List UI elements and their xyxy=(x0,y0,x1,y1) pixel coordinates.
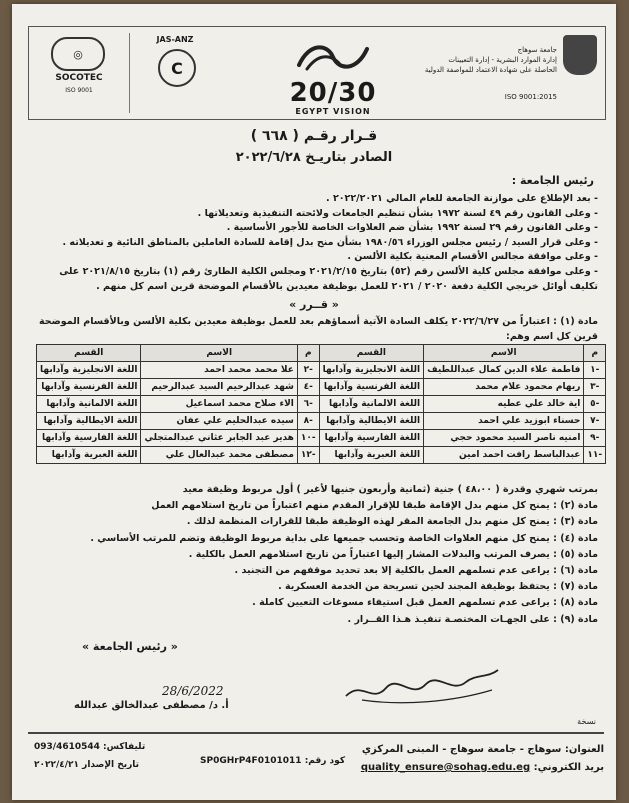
table-row xyxy=(37,362,606,379)
intro-heading: رئيس الجامعة : xyxy=(511,174,594,187)
vision-swirl-icon xyxy=(293,39,373,75)
socotec-certificate-logo xyxy=(37,33,121,113)
university-block xyxy=(413,33,599,113)
department: اللغة الايطالية وآدابها xyxy=(37,413,141,430)
col-name: الاسم xyxy=(424,345,584,362)
article: مادة (٤) : يمنح كل منهم العلاوات الخاصة وتحسب جميعها على بداية مربوط الوظيفة وتضم للمرتب الأساسي . xyxy=(90,532,598,544)
row-number: -٦ xyxy=(297,396,319,413)
footer-issue-date: تاريخ الإصدار ٢٠٢٢/٤/٢١ xyxy=(34,760,140,770)
clause: - وعلى القانون رقم ٢٩ لسنة ١٩٩٢ بشأن ضم العلاوات الخاصة للأجور الأساسية . xyxy=(226,222,598,234)
code-label: كود رقم: xyxy=(304,756,346,766)
clause: - وعلى قرار السيد / رئيس مجلس الوزراء ١٩٨٠/٥٦ بشأن منح بدل إقامة للسادة العاملين بالمناطق النائية و تعديلاته . xyxy=(62,236,598,248)
vision-caption: EGYPT VISION xyxy=(295,107,371,116)
article: مادة (٩) : على الجهـات المختصـة تنفيـذ هـذا القــرار . xyxy=(347,613,598,625)
article: مادة (٧) : يحتفظ بوظيفة المجند لحين تسريحة من الخدمة العسكرية . xyxy=(278,581,598,593)
copy-label: نسخة xyxy=(577,717,596,726)
university-iso: ISO 9001:2015 xyxy=(504,93,557,101)
decree-document xyxy=(12,4,616,800)
footer-email-line xyxy=(361,762,604,773)
preamble-clauses xyxy=(32,192,598,294)
salary-line: بمرتب شهري وقدرة ( ٤٨،٠٠ ) جنية (ثمانية وأربعون جنيها لأغير ) أول مربوط وظيفة معيد xyxy=(182,484,598,495)
col-dept: القسم xyxy=(319,345,423,362)
appointee-name: سيده عبدالحليم علي عفان xyxy=(141,413,297,430)
row-number: -٨ xyxy=(297,413,319,430)
code-value: SP0GHrP4F0101011 xyxy=(200,756,302,766)
row-number: -٣ xyxy=(584,379,606,396)
handwritten-date: 28/6/2022 xyxy=(162,684,224,698)
article-1 xyxy=(32,314,598,344)
clause: - وعلى موافقة مجلس كلية الألسن رقم (٥٢) بتاريخ ٢٠٢١/٢/١٥ ومجلس الكلية الطارئ رقم (١) بتاريخ ٢٠٢١/٨/١٥ على xyxy=(59,265,598,277)
university-crest-icon xyxy=(563,35,597,75)
signatory-name: أ. د/ مصطفى عبدالخالق عبدالله xyxy=(74,700,229,711)
article: مادة (٨) : يراعى عدم تسلمهم العمل قبل استيفاء مسوغات التعيين كاملة . xyxy=(252,597,598,609)
department: اللغة الالمانية وآدابها xyxy=(37,396,141,413)
articles-block xyxy=(32,482,598,628)
table-row xyxy=(37,430,606,447)
department: اللغة الانجليزية وآدابها xyxy=(319,362,423,379)
row-number: -١٢ xyxy=(297,447,319,464)
vision-year: 20/30 xyxy=(289,78,377,108)
row-number: -٢ xyxy=(297,362,319,379)
footer xyxy=(28,732,604,790)
department: اللغة العبرية وآدابها xyxy=(319,447,423,464)
col-num: م xyxy=(584,345,606,362)
appointee-name: الاء صلاح محمد اسماعيل xyxy=(141,396,297,413)
table-row xyxy=(37,379,606,396)
clause: - بعد الإطلاع على موازنة الجامعة للعام المالي ٢٠٢٢/٢٠٢١ . xyxy=(326,193,598,204)
row-number: -٧ xyxy=(584,413,606,430)
appointees-table xyxy=(36,344,606,464)
jas-anz-mark-icon: C xyxy=(158,49,196,87)
socotec-ring-icon: ◎ xyxy=(51,37,105,71)
egypt-vision-logo xyxy=(273,33,393,116)
department: اللغة الانجليزية وآدابها xyxy=(37,362,141,379)
department: اللغة العبرية وآدابها xyxy=(37,447,141,464)
department: اللغة الفارسية وآدابها xyxy=(319,430,423,447)
university-line: إدارة الموارد البشرية - إدارة التعيينات xyxy=(448,56,557,64)
table-header-row xyxy=(37,345,606,362)
row-number: -١٠ xyxy=(297,430,319,447)
clause: - وعلى موافقة مجالس الأقسام المعنية بكلية الألسن . xyxy=(347,251,598,263)
col-dept: القسم xyxy=(37,345,141,362)
appointee-name: اية خالد علي عطيه xyxy=(424,396,584,413)
department: اللغة الفرنسية وآدابها xyxy=(319,379,423,396)
table-row xyxy=(37,447,606,464)
row-number: -٤ xyxy=(297,379,319,396)
university-line: الحاصلة على شهادة الاعتماد للمواصفة الدولية xyxy=(424,66,557,74)
appointee-name: علا محمد محمد احمد xyxy=(141,362,297,379)
footer-fax: تليفاكس: 093/4610544 xyxy=(34,742,146,752)
department: اللغة الفرنسية وآدابها xyxy=(37,379,141,396)
appointee-name: عبدالباسط رافت احمد امين xyxy=(424,447,584,464)
decision-heading: « قــرر » xyxy=(289,298,339,311)
row-number: -١١ xyxy=(584,447,606,464)
col-num: م xyxy=(297,345,319,362)
appointee-name: شهد عبدالرحيم السيد عبدالرحيم xyxy=(141,379,297,396)
row-number: -٩ xyxy=(584,430,606,447)
university-line: جامعة سوهاج xyxy=(517,46,557,54)
signature-title: « رئيس الجامعة » xyxy=(82,640,178,653)
article-1-line: قرين كل اسم وهم: xyxy=(506,331,598,342)
article: مادة (٥) : يصرف المرتب والبدلات المشار إليها اعتباراً من تاريخ استلامهم العمل بالكلية . xyxy=(188,548,598,560)
row-number: -١ xyxy=(584,362,606,379)
socotec-name: SOCOTEC xyxy=(55,73,103,83)
appointee-name: ريهام محمود علام محمد xyxy=(424,379,584,396)
article: مادة (٢) : يمنح كل منهم بدل الإقامة طبقا للإقرار المقدم منهم اعتباراً من تاريخ استلامهم العمل xyxy=(151,500,598,512)
table-row xyxy=(37,396,606,413)
table-row xyxy=(37,413,606,430)
footer-address: العنوان: سوهاج - جامعة سوهاج - المبنى المركزي xyxy=(361,744,604,755)
article-1-line: مادة (١) : اعتباراً من ٢٠٢٢/٦/٢٧ يكلف السادة الآتية أسماؤهم بعد للعمل بوظيفة معيدين بكلية الألسن وبالأقسام الموضحة xyxy=(38,316,598,327)
clause: - وعلى القانون رقم ٤٩ لسنة ١٩٧٢ بشأن تنظيم الجامعات ولائحته التنفيذية وتعديلاتها . xyxy=(197,207,598,219)
socotec-iso: ISO 9001 xyxy=(65,87,93,94)
decree-date: الصادر بتاريـخ ٢٠٢٢/٦/٢٨ xyxy=(235,150,393,165)
appointee-name: حسناء ابوزيد علي احمد xyxy=(424,413,584,430)
appointee-name: امنيه ناصر السيد محمود حجي xyxy=(424,430,584,447)
department: اللغة الالمانية وآدابها xyxy=(319,396,423,413)
appointee-name: فاطمة علاء الدين كمال عبداللطيف xyxy=(424,362,584,379)
email-link[interactable]: quality_ensure@sohag.edu.eg xyxy=(360,762,531,773)
jas-anz-certificate-logo xyxy=(129,33,220,113)
department: اللغة الايطالية وآدابها xyxy=(319,413,423,430)
article: مادة (٣) : يمنح كل منهم بدل الجامعة المقر لهذه الوظيفة طبقا للقرارات المنظمة لذلك . xyxy=(186,516,598,528)
decree-number: قـرار رقـم ( ٦٦٨ ) xyxy=(250,128,378,144)
department: اللغة الفارسية وآدابها xyxy=(37,430,141,447)
appointee-name: مصطفى محمد عبدالعال علي xyxy=(141,447,297,464)
footer-code xyxy=(200,756,345,766)
col-name: الاسم xyxy=(141,345,297,362)
handwritten-signature xyxy=(342,660,502,710)
university-lines xyxy=(417,45,557,75)
clause: تكليف أوائل خريجي الكلية دفعة ٢٠٢٠ / ٢٠٢١ للعمل بوظيفة معيدين بالأقسام الموضحة قرين اسم كل منهم . xyxy=(96,280,598,292)
row-number: -٥ xyxy=(584,396,606,413)
appointee-name: هدير عبد الجابر عثاني عبدالمتجلي xyxy=(141,430,297,447)
article: مادة (٦) : يراعى عدم تسلمهم العمل بالكلية إلا بعد تحديد موقفهم من التجنيد . xyxy=(234,565,598,577)
letterhead xyxy=(28,26,606,120)
jas-anz-name: JAS-ANZ xyxy=(156,35,194,44)
email-label: بريد الكتروني: xyxy=(533,762,604,773)
